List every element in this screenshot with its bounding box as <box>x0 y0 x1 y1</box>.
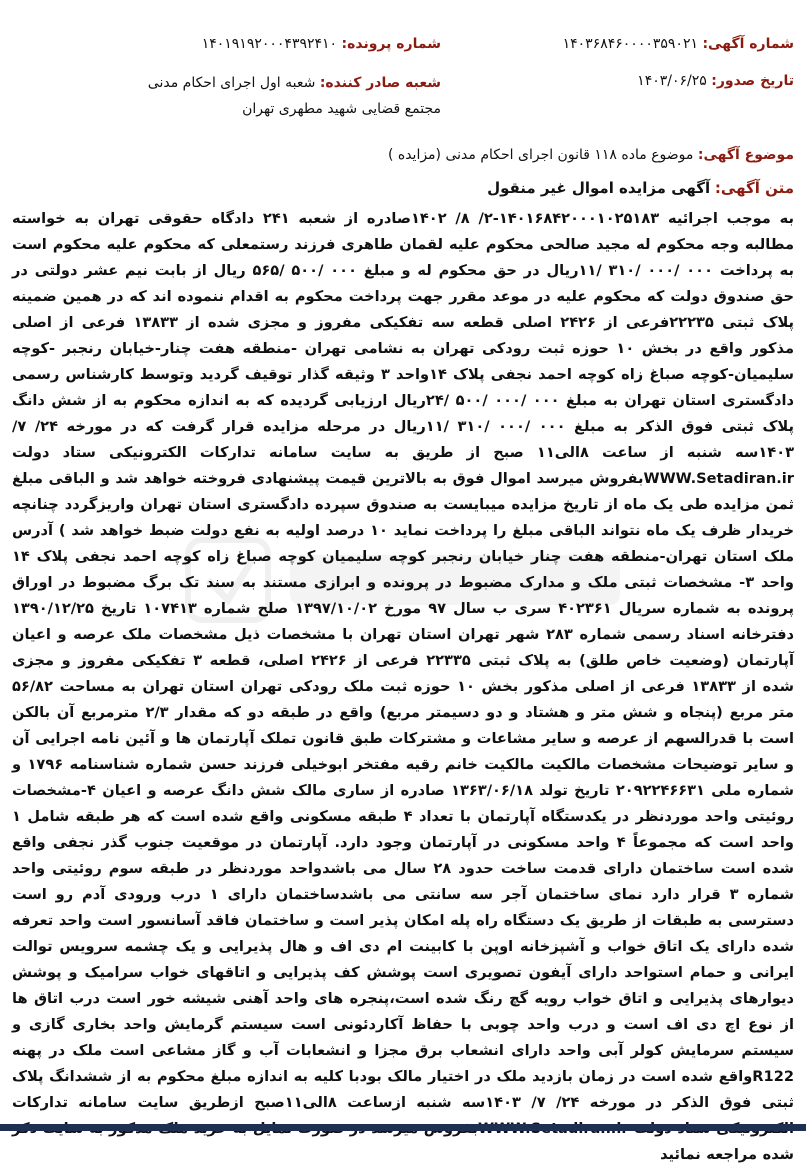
ad-text-label: متن آگهی: <box>714 179 794 197</box>
case-number-label: شماره پرونده: <box>341 36 441 52</box>
subject-row <box>388 144 794 166</box>
issuer-label: شعبه صادر کننده: <box>319 75 441 91</box>
issue-date-label: تاریخ صدور: <box>711 73 794 89</box>
ad-title: آگهی مزایده اموال غیر منقول <box>487 179 711 197</box>
case-number-row <box>202 33 441 55</box>
case-number-value: ۱۴۰۱۹۱۹۲۰۰۰۴۳۹۲۴۱۰ <box>201 36 338 52</box>
subject-label: موضوع آگهی: <box>697 147 794 163</box>
bottom-border <box>0 1124 806 1131</box>
issue-date-value: ۱۴۰۳/۰۶/۲۵ <box>637 73 707 89</box>
subject-value: موضوع ماده ۱۱۸ قانون اجرای احکام مدنی (مزایده ) <box>387 147 694 163</box>
issuer-row <box>111 70 441 122</box>
issuer-value: شعبه اول اجرای احکام مدنی مجتمع قضایی شهید مطهری تهران <box>147 75 441 117</box>
ad-text-title-row <box>487 177 794 199</box>
ad-number-row <box>563 33 794 55</box>
issue-date-row <box>637 70 794 92</box>
ad-number-label: شماره آگهی: <box>702 36 794 52</box>
ad-number-value: ۱۴۰۳۶۸۴۶۰۰۰۰۳۵۹۰۲۱ <box>562 36 698 52</box>
ad-body: به موجب اجرائیه ۱۴۰۱۶۸۴۲۰۰۰۱۰۲۵۱۸۳-۲/ ۸/ ۱۴۰۲صادره از شعبه ۲۴۱ دادگاه حقوقی تهران به خواسته مطالبه وجه محکوم له مجید صالحی محکوم علیه لقمان طاهری فرزند رستمعلی که محکوم علیه محکوم است به پرداخت ۰۰۰ /۰۰۰ /۳۱۰ /۱۱ریال در حق محکوم له و مبلغ ۰۰۰ /۵۰۰ /۵۶۵ ریال از بابت نیم عشر دولتی در حق صندوق دولت که محکوم علیه در موعد مقرر جهت پرداخت محکوم به اقدام ننموده اند که در همین ضمینه پلاک ثبتی ۲۲۲۳۵فرعی از ۲۴۲۶ اصلی قطعه سه تفکیکی مفروز و مجزی شده از ۱۳۸۳۳ فرعی از اصلی مذکور واقع در بخش ۱۰ حوزه ثبت رودکی تهران به نشامی تهران -منطقه هفت چنار-خیابان رنجبر -کوچه سلیمیان-کوچه صباغ زاه کوچه احمد نجفی پلاک ۱۴واحد ۳ وثیقه گذار توقیف گردید وتوسط کارشناس رسمی دادگستری استان تهران به مبلغ ۰۰۰ /۰۰۰ /۵۰۰ /۲۴ریال ارزیابی گردیده که به اندازه محکوم به از شش دانگ پلاک ثبتی فوق الذکر به مبلغ ۰۰۰ /۰۰۰ /۳۱۰ /۱۱ریال در مرحله مزایده قرار گرفت که در مورخه ۲۴/ ۷/ ۱۴۰۳سه شنبه از ساعت ۸الی۱۱ صبح از طریق به سایت سامانه تدارکات الکترونیکی ستاد دولت WWW.Setadiran.irبفروش میرسد اموال فوق به بالاترین قیمت پیشنهادی فروخته خواهد شد و الباقی مبلغ ثمن مزایده طی یک ماه از تاریخ مزایده میبایست به صندوق سپرده دادگستری استان تهران واریزگردد چنانچه خریدار ظرف یک ماه نتواند الباقی مبلغ را پرداخت نماید ۱۰ درصد اولیه به نفع دولت ضبط خواهد شد ) آدرس ملک استان تهران-منطقه هفت چنار خیابان رنجبر کوچه سلیمیان کوچه صباغ زاه کوچه احمد نجفی پلاک ۱۴ واحد ۳- مشخصات ثبتی ملک و مدارک مضبوط در پرونده و ابرازی مستند به سند تک برگ مضبوط در اوراق پرونده به شماره سریال ۴۰۲۳۶۱ سری ب سال ۹۷ مورخ ۱۳۹۷/۱۰/۰۲ صلح شماره ۱۰۷۴۱۳ تاریخ ۱۳۹۰/۱۲/۲۵ دفترخانه اسناد رسمی شماره ۲۸۳ شهر تهران استان تهران با مشخصات ذیل مشخصات ملک عرصه و اعیان آپارتمان (وضعیت خاص طلق) به پلاک ثبتی ۲۲۳۳۵ فرعی از ۲۴۲۶ اصلی، قطعه ۳ تفکیکی مفروز و مجزی شده از ۱۳۸۳۳ فرعی از اصلی مذکور بخش ۱۰ حوزه ثبت ملک رودکی تهران استان تهران به مساحت ۵۶/۸۲ متر مربع (پنجاه و شش متر و هشتاد و دو دسیمتر مربع) واقع در طبقه دو که مقدار ۲/۳ مترمربع آن بالکن است با قدرالسهم از عرصه و سایر مشاعات و مشترکات طبق قانون تملک آپارتمان ها و آئین نامه اجرایی آن و سایر توضیحات مشخصات مالکیت مالکیت خانم رقیه مفتخر ابوخیلی فرزند حسن شماره شناسنامه ۱۷۹۶ و شماره ملی ۲۰۹۲۲۴۶۶۳۱ تاریخ تولد ۱۳۶۳/۰۶/۱۸ صادره از ساری مالک شش دانگ عرصه و اعیان ۴-مشخصات روئیتی واحد موردنظر در یکدستگاه آپارتمان با تعداد ۴ طبقه مسکونی واقع شده است که هر طبقه شامل ۱ واحد است که مجموعاً ۴ واحد مسکونی در آپارتمان وجود دارد. آپارتمان در موقعیت جنوب گذر نجفی واقع شده است ساختمان دارای قدمت ساخت حدود ۲۸ سال می باشدواحد موردنظر در طبقه سوم روئیتی واحد شماره ۳ قرار دارد نمای ساختمان آجر سه سانتی می باشدساختمان دارای ۱ درب ورودی آدم رو است دسترسی به طبقات از طریق یک دستگاه راه پله امکان پذیر است و ساختمان فاقد آسانسور است واحد تعرفه شده دارای یک اتاق خواب و آشپزخانه اوپن با کابینت ام دی اف و هال پذیرایی و یک چشمه سرویس توالت ایرانی و حمام استواحد دارای آیفون تصویری است پوشش کف پذیرایی و اتاقهای خواب سرامیک و پوشش دیوارهای پذیرایی و اتاق خواب رویه گچ رنگ شده است،پنجره های واحد آهنی شیشه خور است درب اتاق ها از نوع اچ دی اف است و درب واحد چوبی با حفاظ آکاردئونی است سیستم گرمایش واحد بخاری گازی و سیستم سرمایش کولر آبی واحد دارای انشعاب برق مجزا و انشعابات آب و گاز مشاعی است ملک در پهنه R122واقع شده است در زمان بازدید ملک در اختیار مالک بودبا کلیه به اندازه مبلغ محکوم به از ششدانگ پلاک ثبتی فوق الذکر در مورخه ۲۴/ ۷/ ۱۴۰۳سه شنبه ازساعت ۸الی۱۱صبح ازطریق سایت سامانه تدارکات شده مراجعه نمائید <box>12 210 795 1163</box>
